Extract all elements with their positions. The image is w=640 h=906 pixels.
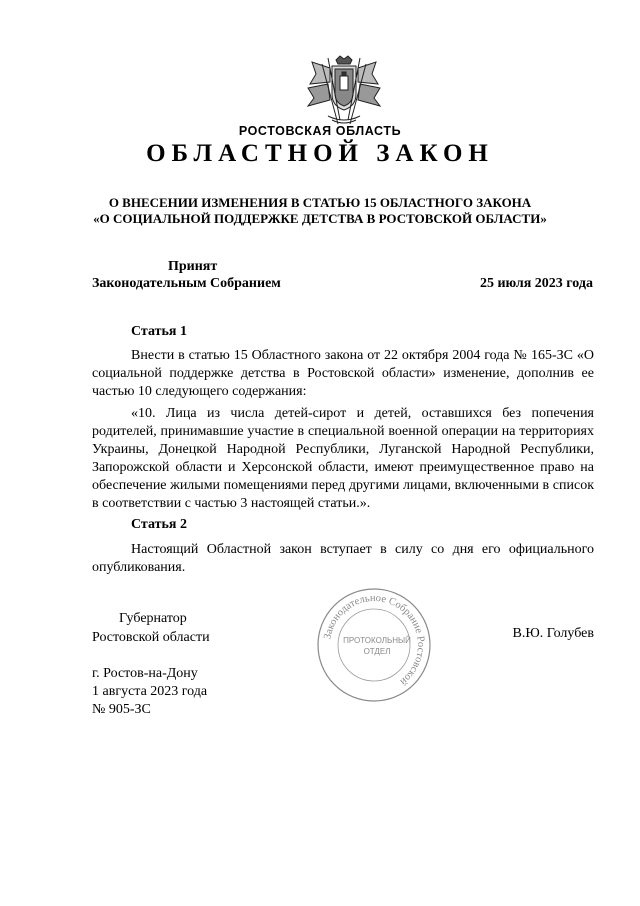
signatory-position-line-2: Ростовской области	[92, 630, 210, 645]
adoption-block	[92, 258, 322, 292]
document-meta	[92, 665, 207, 719]
article-2-heading: Статья 2	[131, 517, 187, 532]
adoption-line-1: Принят	[168, 259, 218, 274]
meta-number: № 905-ЗС	[92, 702, 151, 717]
coat-of-arms-emblem	[302, 54, 386, 128]
signatory-name: В.Ю. Голубев	[512, 626, 594, 641]
article-1-paragraph-2: «10. Лица из числа детей-сирот и детей, оставшихся без попечения родителей, принимавшие участие в специальной военной операции на территориях Украины, Донецкой Народной Республики, Луганской Народной Республики, Запорожской области и Херсонской области, имеют преимущественное право на обеспечение жилыми помещениями перед другими лицами, включенными в список в соответствии с частью 3 настоящей статьи.».	[92, 406, 594, 511]
stamp-ring-text: Законодательное Собрание Ростовской	[322, 592, 427, 688]
adoption-line-2: Законодательным Собранием	[92, 276, 281, 291]
subtitle-line-1: О ВНЕСЕНИИ ИЗМЕНЕНИЯ В СТАТЬЮ 15 ОБЛАСТНОГО ЗАКОНА	[108, 195, 532, 210]
article-1-heading: Статья 1	[131, 324, 187, 339]
article-2-paragraph-1: Настоящий Областной закон вступает в силу со дня его официального опубликования.	[92, 542, 594, 575]
signatory-position	[92, 609, 210, 647]
document-subtitle	[60, 195, 580, 227]
meta-city: г. Ростов-на-Дону	[92, 666, 198, 681]
meta-date: 1 августа 2023 года	[92, 684, 208, 699]
official-stamp	[316, 587, 432, 703]
stamp-center-line-2: ОТДЕЛ	[363, 647, 391, 656]
region-name: РОСТОВСКАЯ ОБЛАСТЬ	[238, 124, 402, 138]
stamp-center-line-1: ПРОТОКОЛЬНЫЙ	[343, 636, 411, 645]
article-1-paragraph-1: Внести в статью 15 Областного закона от 22 октября 2004 года № 165-ЗС «О социальной поддержке детства в Ростовской области» изменение, дополнив ее частью 10 следующего содержания:	[92, 348, 594, 399]
adoption-date: 25 июля 2023 года	[479, 276, 593, 291]
signatory-position-line-1: Губернатор	[119, 611, 187, 626]
document-title: ОБЛАСТНОЙ ЗАКОН	[146, 140, 494, 167]
subtitle-line-2: «О СОЦИАЛЬНОЙ ПОДДЕРЖКЕ ДЕТСТВА В РОСТОВСКОЙ ОБЛАСТИ»	[93, 211, 547, 226]
